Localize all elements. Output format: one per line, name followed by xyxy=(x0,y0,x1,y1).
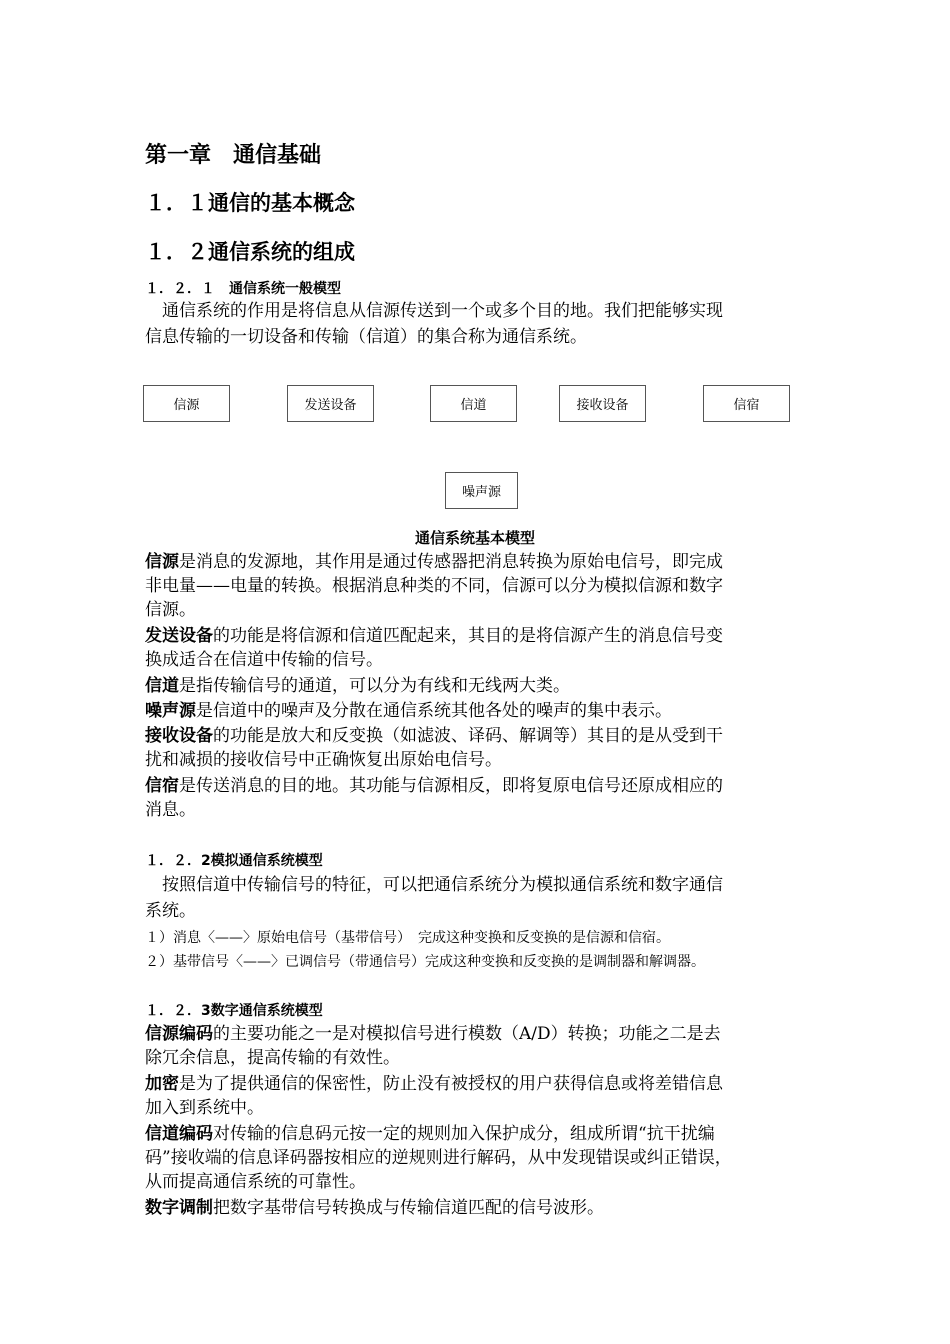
def-text: 从而提高通信系统的可靠性。 xyxy=(145,1172,366,1192)
section-1-1-heading: １．１通信的基本概念 xyxy=(145,191,355,215)
def-text: 加入到系统中。 xyxy=(145,1098,264,1118)
def-text: 是为了提供通信的保密性，防止没有被授权的用户获得信息或将差错信息 xyxy=(179,1074,723,1094)
def-text: 非电量——电量的转换。根据消息种类的不同，信源可以分为模拟信源和数字 xyxy=(145,576,723,596)
def-term: 信宿 xyxy=(145,776,179,796)
def-source xyxy=(145,550,723,622)
def-encryption xyxy=(145,1072,723,1120)
diagram-box-source: 信源 xyxy=(143,385,230,422)
def-term: 噪声源 xyxy=(145,701,196,721)
analog-item-1: １）消息〈——〉原始电信号（基带信号） 完成这种变换和反变换的是信源和信宿。 xyxy=(145,930,670,946)
def-text: 换成适合在信道中传输的信号。 xyxy=(145,650,383,670)
analog-item-2: ２）基带信号〈——〉已调信号（带通信号）完成这种变换和反变换的是调制器和解调器。 xyxy=(145,954,705,970)
analog-intro-line-1: 按照信道中传输信号的特征，可以把通信系统分为模拟通信系统和数字通信 xyxy=(145,875,723,895)
def-term: 信道 xyxy=(145,676,179,696)
def-term: 信源编码 xyxy=(145,1024,213,1044)
def-text: 的主要功能之一是对模拟信号进行模数（A/D）转换；功能之二是去 xyxy=(213,1024,721,1044)
def-sink xyxy=(145,774,723,822)
analog-intro-line-2: 系统。 xyxy=(145,901,196,921)
def-channel-coding xyxy=(145,1122,732,1194)
def-receiver xyxy=(145,724,723,772)
def-term: 接收设备 xyxy=(145,726,213,746)
chapter-title: 第一章 通信基础 xyxy=(145,143,322,168)
def-term: 信道编码 xyxy=(145,1124,213,1144)
def-text: 是传送消息的目的地。其功能与信源相反，即将复原电信号还原成相应的 xyxy=(179,776,723,796)
diagram-box-sink: 信宿 xyxy=(703,385,790,422)
diagram-box-receiver: 接收设备 xyxy=(559,385,646,422)
section-1-2-heading: １．２通信系统的组成 xyxy=(145,240,355,264)
def-term: 发送设备 xyxy=(145,626,213,646)
def-text: 消息。 xyxy=(145,800,196,820)
def-text: 是信道中的噪声及分散在通信系统其他各处的噪声的集中表示。 xyxy=(196,701,672,721)
def-text: 对传输的信息码元按一定的规则加入保护成分，组成所谓“抗干扰编 xyxy=(213,1124,715,1144)
def-term: 信源 xyxy=(145,552,179,572)
def-digital-modulation xyxy=(145,1196,604,1220)
section-1-2-1-heading: １．２．１ 通信系统一般模型 xyxy=(145,281,341,297)
def-text: 的功能是将信源和信道匹配起来，其目的是将信源产生的消息信号变 xyxy=(213,626,723,646)
def-text: 除冗余信息，提高传输的有效性。 xyxy=(145,1048,400,1068)
intro-line-2: 信息传输的一切设备和传输（信道）的集合称为通信系统。 xyxy=(145,327,587,347)
def-source-coding xyxy=(145,1022,721,1070)
def-term: 加密 xyxy=(145,1074,179,1094)
diagram-caption: 通信系统基本模型 xyxy=(414,529,535,547)
def-channel xyxy=(145,674,570,698)
intro-line-1: 通信系统的作用是将信息从信源传送到一个或多个目的地。我们把能够实现 xyxy=(145,301,723,321)
section-1-2-3-heading: １．２．3数字通信系统模型 xyxy=(145,1003,323,1019)
def-text: 是消息的发源地，其作用是通过传感器把消息转换为原始电信号，即完成 xyxy=(179,552,723,572)
def-text: 是指传输信号的通道，可以分为有线和无线两大类。 xyxy=(179,676,570,696)
def-noise xyxy=(145,699,672,723)
section-1-2-2-heading: １．２．2模拟通信系统模型 xyxy=(145,853,323,869)
def-text: 的功能是放大和反变换（如滤波、译码、解调等）其目的是从受到干 xyxy=(213,726,723,746)
def-text: 码”接收端的信息译码器按相应的逆规则进行解码，从中发现错误或纠正错误， xyxy=(145,1148,732,1168)
def-text: 扰和减损的接收信号中正确恢复出原始电信号。 xyxy=(145,750,502,770)
def-term: 数字调制 xyxy=(145,1198,213,1218)
def-text: 信源。 xyxy=(145,600,196,620)
diagram-box-channel: 信道 xyxy=(430,385,517,422)
diagram-box-noise: 噪声源 xyxy=(445,472,518,509)
diagram-box-transmitter: 发送设备 xyxy=(287,385,374,422)
def-transmitter xyxy=(145,624,723,672)
def-text: 把数字基带信号转换成与传输信道匹配的信号波形。 xyxy=(213,1198,604,1218)
